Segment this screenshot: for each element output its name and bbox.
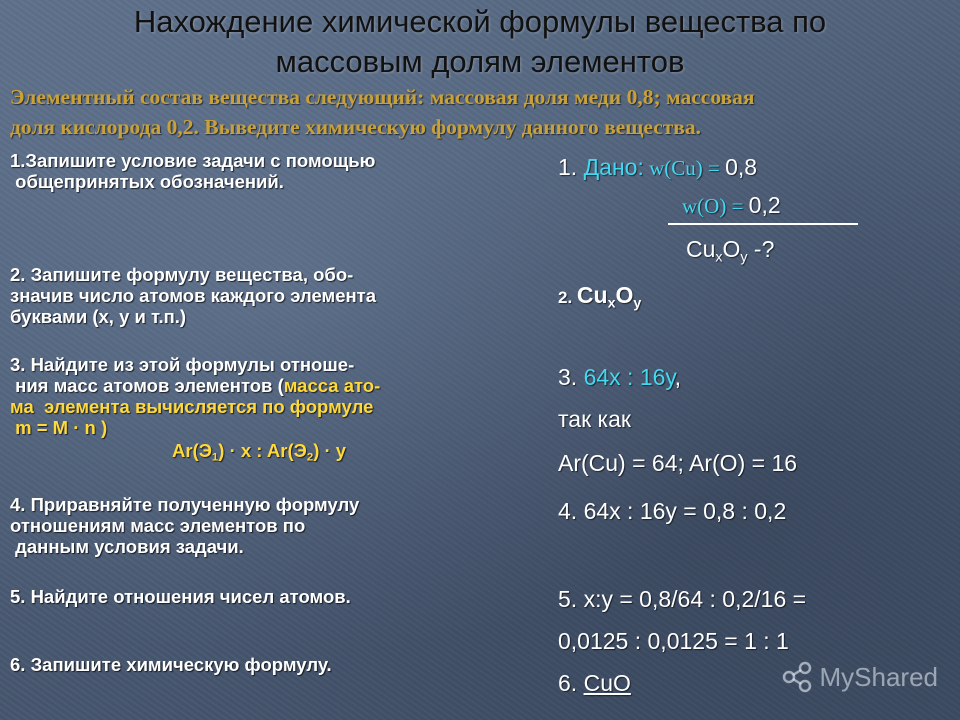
- ratio-line: [558, 362, 681, 392]
- formula-number: 2.: [558, 288, 577, 307]
- because-line: так как: [558, 406, 631, 432]
- step-1: [10, 150, 375, 192]
- step-3: [10, 354, 380, 468]
- given-label: Дано:: [583, 154, 644, 180]
- step-3-mass-note: масса ато-: [283, 375, 381, 396]
- atom-ratio-line: 5. х:у = 0,8/64 : 0,2/16 =: [558, 586, 807, 612]
- answer-number: 6.: [558, 670, 584, 696]
- step-6: 6. Запишите химическую формулу.: [10, 654, 332, 675]
- find-x: x: [715, 249, 723, 266]
- watermark: [780, 660, 939, 694]
- step-3-line-3: ма элемента вычисляется по формуле: [10, 396, 374, 417]
- problem-line-2: доля кислорода 0,2. Выведите химическую формулу данного вещества.: [10, 115, 702, 139]
- step-3-formula: [10, 440, 380, 468]
- formula-cu: Cu: [576, 282, 608, 308]
- formula-sub-2: 2: [306, 451, 314, 464]
- given-w-cu: w(Cu) =: [643, 156, 726, 180]
- atom-ratio-result-line: 0,0125 : 0,0125 = 1 : 1: [558, 628, 789, 654]
- step-4-line-1: 4. Приравняйте полученную формулу: [10, 494, 360, 515]
- slide-title: [0, 2, 960, 82]
- title-line-2: массовым долям элементов: [275, 44, 685, 79]
- given-number: 1.: [558, 154, 584, 180]
- ratio-expression: 64х : 16у: [583, 364, 675, 390]
- problem-line-1: Элементный состав вещества следующий: массовая доля меди 0,8; массовая: [10, 85, 755, 109]
- formula-part-a: Ar(Э: [172, 440, 212, 461]
- given-w-o-value: 0,2: [748, 192, 781, 218]
- given-line-2: [682, 190, 781, 221]
- formula-line: [558, 280, 641, 318]
- find-cu: Cu: [686, 236, 716, 262]
- step-4-line-2: отношениям масс элементов по: [10, 515, 306, 536]
- ratio-comma: ,: [674, 364, 682, 390]
- step-3-line-1: 3. Найдите из этой формулы отноше-: [10, 354, 355, 375]
- given-w-o: w(O) =: [682, 194, 749, 218]
- step-2: [10, 264, 376, 327]
- step-3-line-2: [10, 375, 380, 396]
- step-3-line-2-text: ния масс атомов элементов (: [10, 375, 284, 396]
- step-5: 5. Найдите отношения чисел атомов.: [10, 586, 351, 607]
- find-y: y: [740, 249, 748, 266]
- formula-y: y: [633, 295, 642, 312]
- step-2-line-2: значив число атомов каждого элемента: [10, 285, 377, 306]
- answer-line: [558, 668, 631, 698]
- formula-part-c: ) · y: [313, 440, 347, 461]
- atomic-masses-line: Ar(Cu) = 64; Ar(O) = 16: [558, 450, 798, 476]
- step-4-line-3: данным условия задачи.: [10, 536, 244, 557]
- step-4: [10, 494, 359, 557]
- formula-o: O: [615, 282, 634, 308]
- equation-line: 4. 64x : 16y = 0,8 : 0,2: [558, 498, 787, 524]
- myshared-logo-icon: [780, 660, 814, 694]
- title-line-1: Нахождение химической формулы вещества по: [133, 4, 827, 39]
- problem-statement: [10, 82, 955, 142]
- given-w-cu-value: 0,8: [725, 154, 758, 180]
- find-question: -?: [747, 236, 775, 262]
- formula-x: x: [607, 295, 616, 312]
- step-1-line-1: 1.Запишите условие задачи с помощью: [10, 150, 376, 171]
- formula-part-b: ) · x : Ar(Э: [218, 440, 307, 461]
- given-divider: [668, 223, 858, 225]
- ratio-number: 3.: [558, 364, 584, 390]
- find-o: O: [722, 236, 741, 262]
- find-line: [686, 234, 774, 272]
- step-1-line-2: общепринятых обозначений.: [10, 171, 284, 192]
- step-3-line-4: m = M · n ): [10, 417, 108, 438]
- step-2-line-3: буквами (х, у и т.п.): [10, 306, 187, 327]
- step-2-line-1: 2. Запишите формулу вещества, обо-: [10, 264, 354, 285]
- watermark-text: MyShared: [819, 661, 938, 692]
- answer-formula: CuO: [583, 670, 631, 696]
- given-line-1: [558, 152, 757, 183]
- formula-sub-1: 1: [211, 451, 219, 464]
